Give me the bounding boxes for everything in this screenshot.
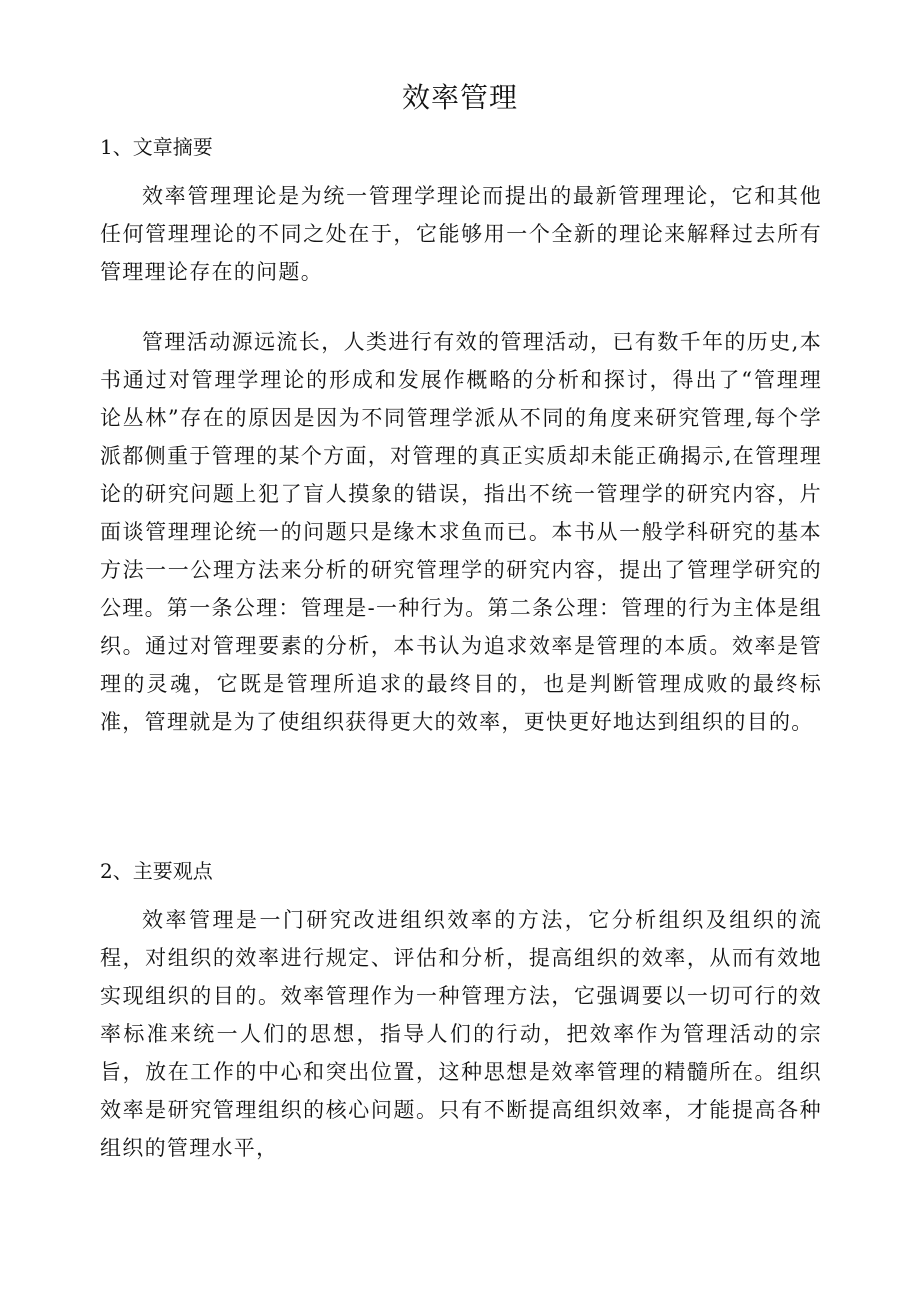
section-heading-main-points: 2、主要观点 <box>100 859 213 883</box>
section-heading-summary: 1、文章摘要 <box>100 135 213 159</box>
summary-paragraph-1: 效率管理理论是为统一管理学理论而提出的最新管理理论，它和其他任何管理理论的不同之处在于，它能够用一个全新的理论来解释过去所有管理理论存在的问题。 <box>100 184 822 284</box>
main-points-paragraph-1: 效率管理是一门研究改进组织效率的方法，它分析组织及组织的流程，对组织的效率进行规定、评估和分析，提高组织的效率，从而有效地实现组织的目的。效率管理作为一种管理方法，它强调要以一切可行的效率标准来统一人们的思想，指导人们的行动，把效率作为管理活动的宗旨，放在工作的中心和突出位置，这种思想是效率管理的精髓所在。组织效率是研究管理组织的核心问题。只有不断提高组织效率，才能提高各种组织的管理水平， <box>100 908 822 1160</box>
document-title: 效率管理 <box>401 81 518 114</box>
summary-paragraph-2: 管理活动源远流长，人类进行有效的管理活动，已有数千年的历史,本书通过对管理学理论的形成和发展作概略的分析和探讨，得出了“管理理论丛林”存在的原因是因为不同管理学派从不同的角度来研究管理,每个学派都侧重于管理的某个方面，对管理的真正实质却未能正确揭示,在管理理论的研究问题上犯了盲人摸象的错误，指出不统一管理学的研究内容，片面谈管理理论统一的问题只是缘木求鱼而已。本书从一般学科研究的基本方法一一公理方法来分析的研究管理学的研究内容，提出了管理学研究的公理。第一条公理：管理是-一种行为。第二条公理：管理的行为主体是组织。通过对管理要素的分析，本书认为追求效率是管理的本质。效率是管理的灵魂，它既是管理所追求的最终目的，也是判断管理成败的最终标准，管理就是为了使组织获得更大的效率，更快更好地达到组织的目的。 <box>100 330 822 734</box>
